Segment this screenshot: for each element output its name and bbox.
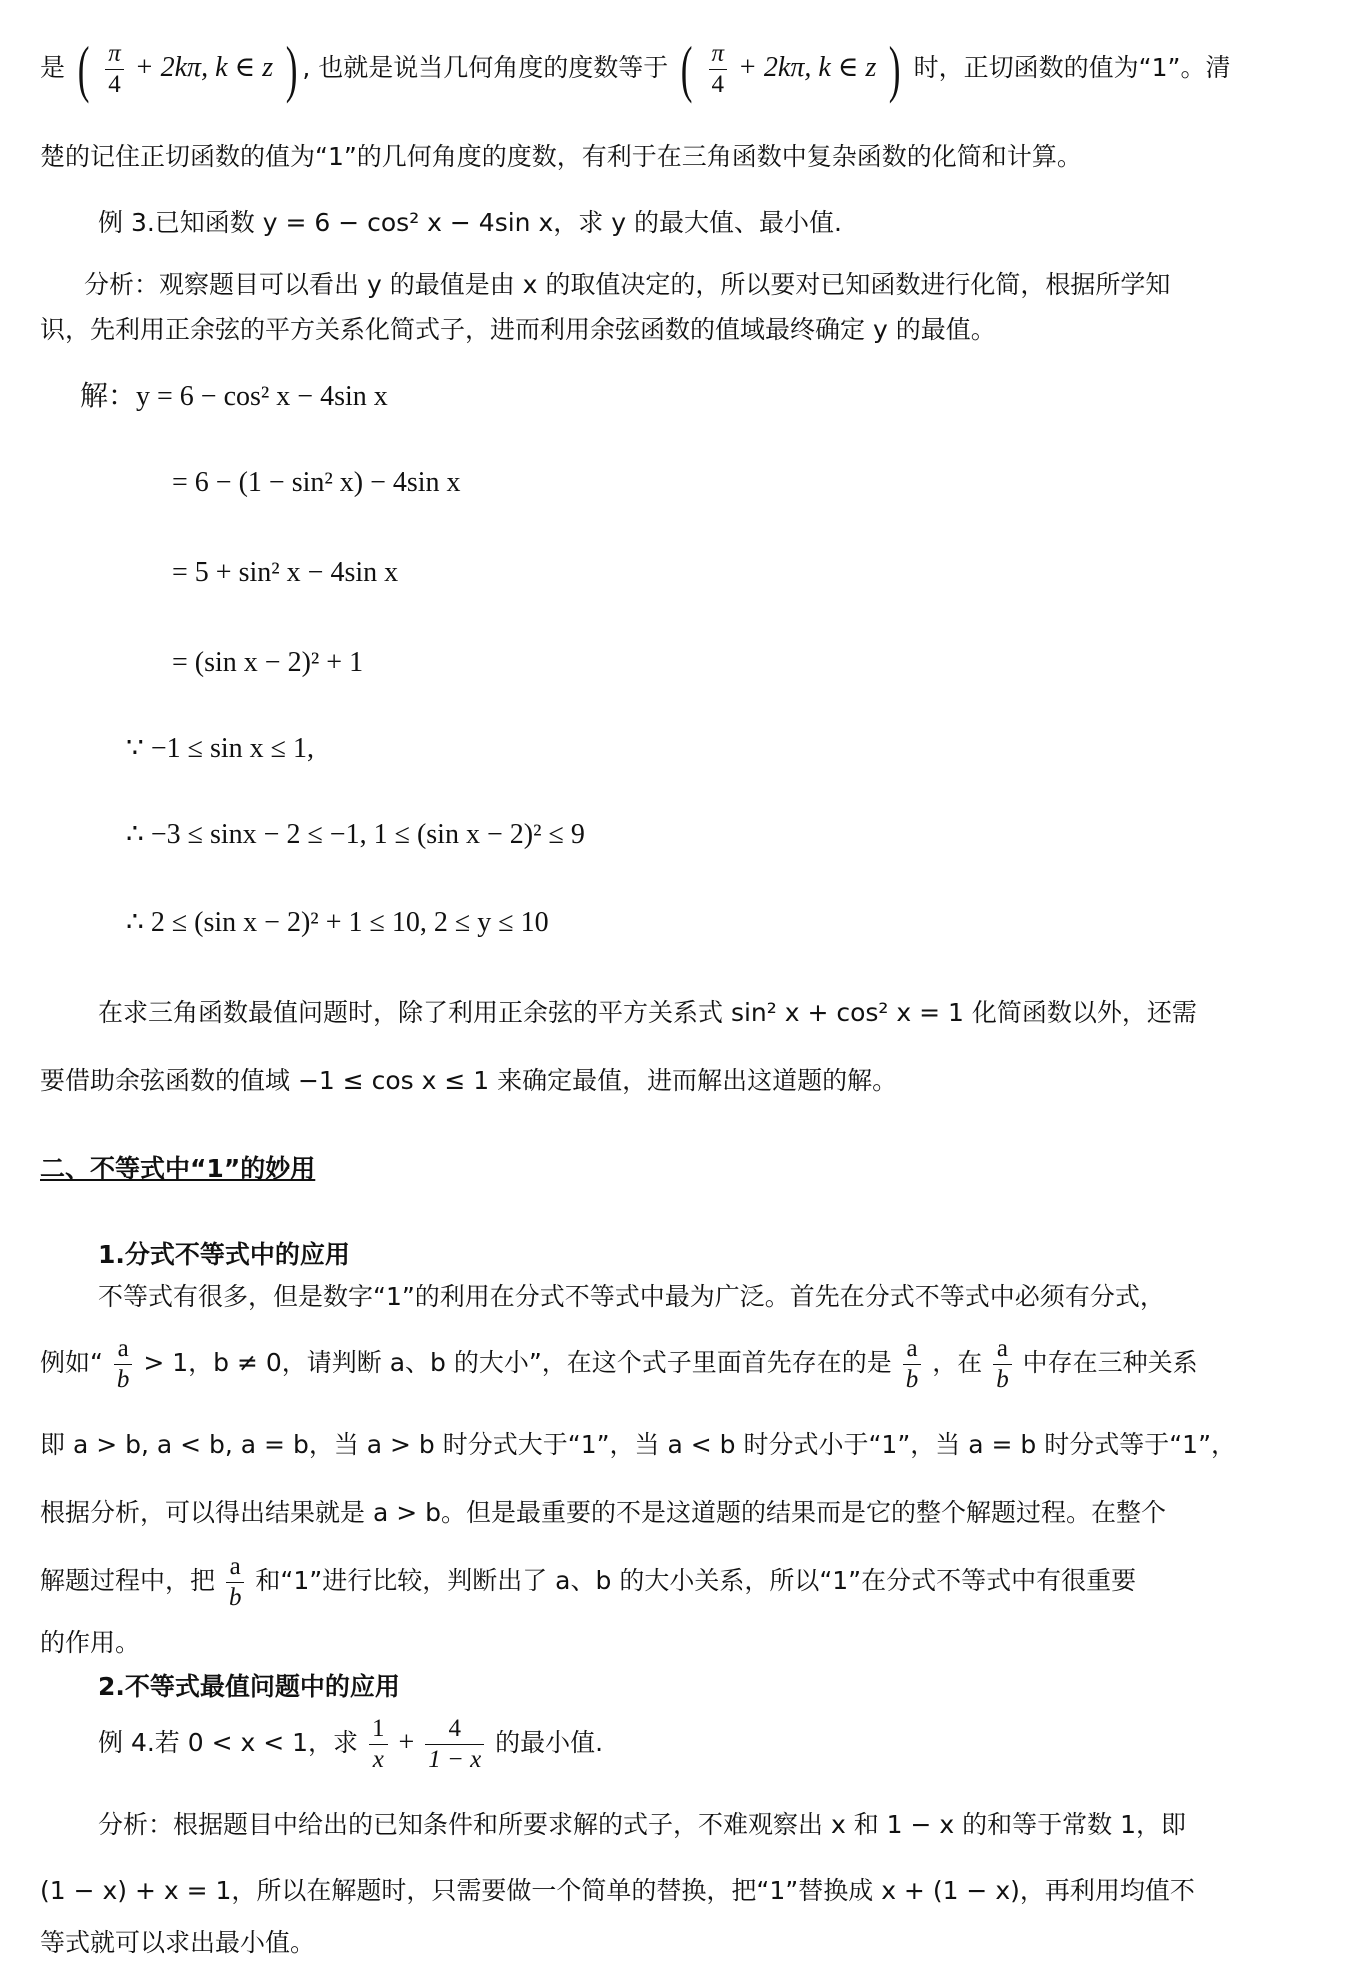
solution-step: = 5 + sin² x − 4sin x xyxy=(172,557,399,588)
text-fragment: 解题过程中，把 xyxy=(40,1566,216,1595)
numerator: π xyxy=(709,39,728,70)
math-expression: + 2kπ, k ∈ z xyxy=(738,52,877,83)
analysis-line: 识，先利用正余弦的平方关系化简式子，进而利用余弦函数的值域最终确定 y 的最值。 xyxy=(40,315,996,344)
text-fragment: 也就是说当几何角度的度数等于 xyxy=(318,53,669,82)
fraction-1-over-x xyxy=(369,1714,388,1775)
fraction-pi-over-4 xyxy=(105,39,124,100)
paragraph-line xyxy=(40,1546,1343,1616)
example-3-question: 例 3.已知函数 y = 6 − cos² x − 4sin x，求 y 的最大值、最小值. xyxy=(98,208,842,237)
left-paren: ( xyxy=(77,33,90,104)
numerator: a xyxy=(226,1552,245,1583)
solution-step: ∵ −1 ≤ sin x ≤ 1, xyxy=(126,733,315,764)
numerator: a xyxy=(903,1334,922,1365)
denominator: b xyxy=(996,1365,1009,1393)
numerator: 4 xyxy=(425,1714,484,1745)
text-fragment: 时，正切函数的值为“1”。清 xyxy=(913,53,1231,82)
solution-step: = 6 − (1 − sin² x) − 4sin x xyxy=(172,467,461,498)
paragraph-line: 即 a > b, a < b, a = b，当 a > b 时分式大于“1”，当 a < b 时分式小于“1”，当 a = b 时分式等于“1”， xyxy=(40,1430,1237,1459)
fraction-a-over-b xyxy=(226,1552,245,1613)
left-paren: ( xyxy=(681,33,693,104)
example-4-question xyxy=(98,1708,1343,1778)
solution-step: = (sin x − 2)² + 1 xyxy=(172,647,364,678)
math-expression: + 2kπ, k ∈ z xyxy=(134,52,274,83)
analysis-line: 分析：根据题目中给出的已知条件和所要求解的式子，不难观察出 x 和 1 − x 的和等于常数 1，即 xyxy=(98,1810,1186,1839)
right-paren: ) xyxy=(889,33,901,104)
paragraph-line: 的作用。 xyxy=(40,1628,141,1657)
denominator: 4 xyxy=(711,70,725,98)
text-fragment: 和“1”进行比较，判断出了 a、b 的大小关系，所以“1”在分式不等式中有很重要 xyxy=(255,1566,1137,1595)
solution-step: ∴ 2 ≤ (sin x − 2)² + 1 ≤ 10, 2 ≤ y ≤ 10 xyxy=(126,907,549,938)
denominator: b xyxy=(228,1583,242,1611)
denominator: b xyxy=(905,1365,919,1393)
paragraph-line: 根据分析，可以得出结果就是 a > b。但是最重要的不是这道题的结果而是它的整个解题过程。在整个 xyxy=(40,1498,1166,1527)
numerator: π xyxy=(105,39,124,70)
denominator: x xyxy=(372,1745,384,1773)
text-line: 楚的记住正切函数的值为“1”的几何角度的度数，有利于在三角函数中复杂函数的化简和计算。 xyxy=(40,142,1082,171)
analysis-line: (1 − x) + x = 1，所以在解题时，只需要做一个简单的替换，把“1”替换成 x + (1 − x)，再利用均值不 xyxy=(40,1876,1195,1905)
analysis-line: 分析：观察题目可以看出 y 的最值是由 x 的取值决定的，所以要对已知函数进行化简，根据所学知 xyxy=(84,270,1171,299)
conclusion-line: 要借助余弦函数的值域 −1 ≤ cos x ≤ 1 来确定最值，进而解出这道题的解。 xyxy=(40,1066,898,1095)
analysis-line: 等式就可以求出最小值。 xyxy=(40,1928,316,1957)
numerator: a xyxy=(114,1334,133,1365)
text-fragment: 例如“ xyxy=(40,1348,103,1377)
text-fragment: 的最小值. xyxy=(495,1728,604,1757)
paragraph-line: 不等式有很多，但是数字“1”的利用在分式不等式中最为广泛。首先在分式不等式中必须有分式， xyxy=(98,1282,1165,1311)
denominator: 4 xyxy=(108,70,121,98)
section-heading: 二、不等式中“1”的妙用 xyxy=(40,1154,316,1183)
denominator: 1 − x xyxy=(428,1745,482,1773)
text-fragment: 中存在三种关系 xyxy=(1022,1348,1198,1377)
subsection-heading: 2.不等式最值问题中的应用 xyxy=(98,1672,400,1701)
numerator: a xyxy=(993,1334,1012,1365)
solution-step: 解：y = 6 − cos² x − 4sin x xyxy=(80,381,388,412)
text-fragment: 例 4.若 0 < x < 1，求 xyxy=(98,1728,359,1757)
paragraph-line xyxy=(40,1328,1343,1398)
text-fragment: 是 xyxy=(40,53,66,82)
fraction-4-over-1-minus-x xyxy=(425,1714,484,1775)
conclusion-line: 在求三角函数最值问题时，除了利用正余弦的平方关系式 sin² x + cos² x = 1 化简函数以外，还需 xyxy=(98,998,1197,1027)
fraction-a-over-b xyxy=(114,1334,133,1395)
subsection-heading: 1.分式不等式中的应用 xyxy=(98,1240,350,1269)
fraction-a-over-b xyxy=(903,1334,922,1395)
fraction-a-over-b xyxy=(993,1334,1012,1395)
text-fragment: > 1，b ≠ 0，请判断 a、b 的大小”，在这个式子里面首先存在的是 xyxy=(143,1348,892,1377)
text-line: 是 ( $\frac{\pi}{4}$ + 2kπ, k ∈ z ) , 也就是说当几何角度的度数等于 ( $\frac{\pi}{4}$ + 2kπ, k ∈ z ) 时，正切函数的值为“1”。清 xyxy=(40,33,1231,104)
text-fragment: ，在 xyxy=(932,1348,983,1377)
numerator: 1 xyxy=(369,1714,388,1745)
plus-sign: + xyxy=(398,1727,415,1758)
denominator: b xyxy=(116,1365,130,1393)
solution-step: ∴ −3 ≤ sinx − 2 ≤ −1, 1 ≤ (sin x − 2)² ≤ 9 xyxy=(126,819,585,850)
fraction-pi-over-4 xyxy=(709,39,728,100)
right-paren: ) xyxy=(285,33,298,104)
